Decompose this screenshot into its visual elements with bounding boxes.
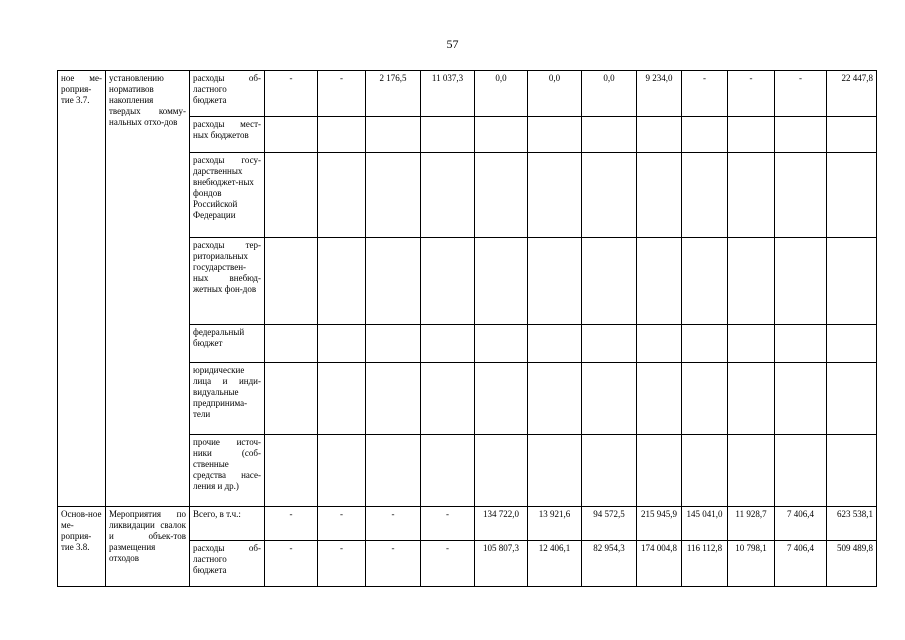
- value-cell: -: [421, 541, 475, 587]
- value-cell: [265, 238, 318, 325]
- value-cell: [582, 363, 637, 435]
- value-cell: [421, 363, 475, 435]
- value-cell: [475, 238, 528, 325]
- value-cell: 7 406,4: [775, 507, 827, 541]
- value-cell: [528, 363, 582, 435]
- value-cell: [318, 117, 366, 153]
- value-cell: 215 945,9: [637, 507, 682, 541]
- total-cell: [827, 117, 877, 153]
- value-cell: [582, 153, 637, 238]
- value-cell: [421, 325, 475, 363]
- value-cell: [637, 435, 682, 507]
- value-cell: 12 406,1: [528, 541, 582, 587]
- value-cell: [775, 435, 827, 507]
- value-cell: [637, 238, 682, 325]
- value-cell: [528, 117, 582, 153]
- value-cell: [728, 325, 775, 363]
- value-cell: 13 921,6: [528, 507, 582, 541]
- value-cell: -: [318, 541, 366, 587]
- value-cell: [775, 153, 827, 238]
- total-cell: [827, 363, 877, 435]
- value-cell: [366, 435, 421, 507]
- value-cell: 9 234,0: [637, 71, 682, 117]
- funding-source-cell: юридические лица и инди-видуальные предпринима-тели: [190, 363, 265, 435]
- value-cell: [528, 153, 582, 238]
- value-cell: [682, 435, 728, 507]
- measure-name-cell: Основ-ное ме-роприя-тие 3.8.: [58, 507, 106, 587]
- value-cell: [775, 117, 827, 153]
- value-cell: [775, 363, 827, 435]
- value-cell: [265, 153, 318, 238]
- value-cell: [682, 153, 728, 238]
- value-cell: -: [421, 507, 475, 541]
- value-cell: [265, 325, 318, 363]
- value-cell: [637, 153, 682, 238]
- value-cell: [318, 153, 366, 238]
- value-cell: 7 406,4: [775, 541, 827, 587]
- value-cell: -: [728, 71, 775, 117]
- total-cell: 509 489,8: [827, 541, 877, 587]
- value-cell: 11 928,7: [728, 507, 775, 541]
- value-cell: [728, 117, 775, 153]
- value-cell: [637, 117, 682, 153]
- value-cell: 2 176,5: [366, 71, 421, 117]
- value-cell: [265, 435, 318, 507]
- value-cell: 174 004,8: [637, 541, 682, 587]
- value-cell: [318, 435, 366, 507]
- value-cell: [637, 325, 682, 363]
- value-cell: [318, 325, 366, 363]
- value-cell: [475, 153, 528, 238]
- value-cell: [421, 117, 475, 153]
- value-cell: 0,0: [582, 71, 637, 117]
- value-cell: [475, 117, 528, 153]
- funding-source-cell: расходы об-ластного бюджета: [190, 71, 265, 117]
- value-cell: [682, 325, 728, 363]
- value-cell: -: [318, 71, 366, 117]
- value-cell: [528, 435, 582, 507]
- measure-name-cell: ное ме-роприя-тие 3.7.: [58, 71, 106, 507]
- value-cell: -: [366, 541, 421, 587]
- value-cell: [421, 435, 475, 507]
- funding-source-cell: прочие источ-ники (соб-ственные средства насе-ления и др.): [190, 435, 265, 507]
- value-cell: 82 954,3: [582, 541, 637, 587]
- value-cell: [682, 238, 728, 325]
- table-row: [58, 71, 877, 117]
- value-cell: -: [366, 507, 421, 541]
- value-cell: [682, 363, 728, 435]
- budget-table: [57, 70, 877, 587]
- value-cell: [265, 117, 318, 153]
- value-cell: [265, 363, 318, 435]
- value-cell: [475, 325, 528, 363]
- value-cell: 0,0: [475, 71, 528, 117]
- value-cell: 10 798,1: [728, 541, 775, 587]
- funding-source-cell: расходы госу-дарственных внебюджет-ных фондов Российской Федерации: [190, 153, 265, 238]
- value-cell: [637, 363, 682, 435]
- value-cell: [728, 238, 775, 325]
- value-cell: [318, 238, 366, 325]
- total-cell: 623 538,1: [827, 507, 877, 541]
- value-cell: [475, 435, 528, 507]
- value-cell: [366, 238, 421, 325]
- value-cell: [475, 363, 528, 435]
- value-cell: [775, 238, 827, 325]
- table-row: [58, 507, 877, 541]
- value-cell: [682, 117, 728, 153]
- value-cell: [582, 325, 637, 363]
- value-cell: -: [775, 71, 827, 117]
- value-cell: [366, 117, 421, 153]
- funding-source-cell: расходы об-ластного бюджета: [190, 541, 265, 587]
- value-cell: [366, 153, 421, 238]
- value-cell: -: [682, 71, 728, 117]
- value-cell: [528, 325, 582, 363]
- value-cell: [421, 238, 475, 325]
- value-cell: [582, 435, 637, 507]
- value-cell: -: [318, 507, 366, 541]
- funding-source-cell: расходы тер-риториальных государствен-ных внебюд-жетных фон-дов: [190, 238, 265, 325]
- total-cell: [827, 325, 877, 363]
- page-number: 57: [446, 37, 459, 51]
- measure-description-cell: установлению нормативов накопления твердых комму-нальных отхо-дов: [106, 71, 190, 507]
- value-cell: -: [265, 507, 318, 541]
- value-cell: 94 572,5: [582, 507, 637, 541]
- value-cell: [366, 325, 421, 363]
- value-cell: [582, 238, 637, 325]
- funding-source-cell: расходы мест-ных бюджетов: [190, 117, 265, 153]
- value-cell: [366, 363, 421, 435]
- funding-source-cell: Всего, в т.ч.:: [190, 507, 265, 541]
- total-cell: [827, 153, 877, 238]
- value-cell: 145 041,0: [682, 507, 728, 541]
- value-cell: [775, 325, 827, 363]
- value-cell: 0,0: [528, 71, 582, 117]
- value-cell: 105 807,3: [475, 541, 528, 587]
- value-cell: -: [265, 541, 318, 587]
- value-cell: [728, 153, 775, 238]
- measure-description-cell: Мероприятия по ликвидации свалок и объек-тов размещения отходов: [106, 507, 190, 587]
- value-cell: [528, 238, 582, 325]
- value-cell: 116 112,8: [682, 541, 728, 587]
- total-cell: 22 447,8: [827, 71, 877, 117]
- value-cell: 134 722,0: [475, 507, 528, 541]
- value-cell: [318, 363, 366, 435]
- funding-source-cell: федеральный бюджет: [190, 325, 265, 363]
- value-cell: 11 037,3: [421, 71, 475, 117]
- value-cell: -: [265, 71, 318, 117]
- value-cell: [421, 153, 475, 238]
- value-cell: [728, 435, 775, 507]
- total-cell: [827, 238, 877, 325]
- total-cell: [827, 435, 877, 507]
- value-cell: [582, 117, 637, 153]
- value-cell: [728, 363, 775, 435]
